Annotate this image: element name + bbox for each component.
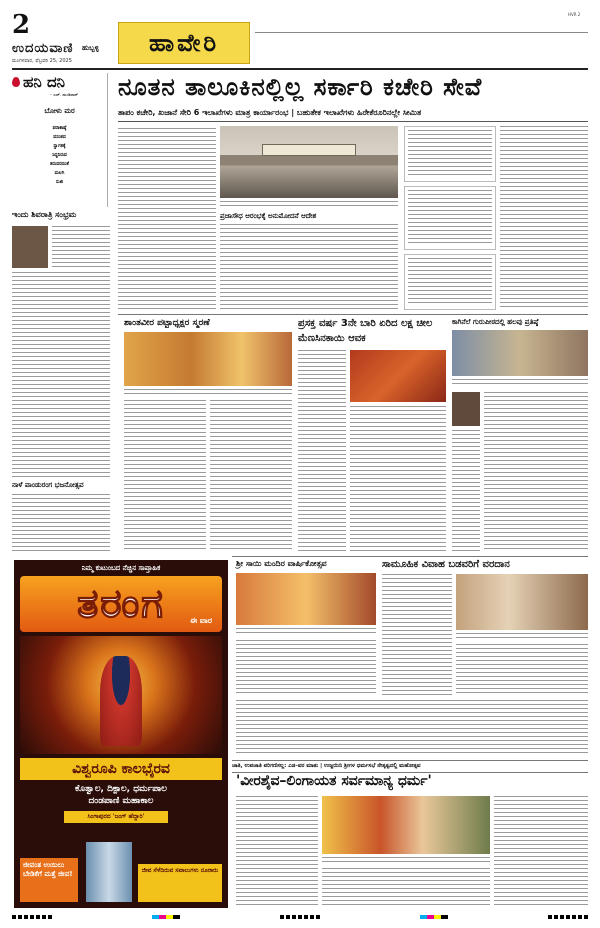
text-block xyxy=(52,226,110,268)
district-name: ಹಾವೇರಿ xyxy=(148,29,220,57)
hani-dani-title xyxy=(12,73,107,91)
religious-gathering-photo xyxy=(322,796,490,854)
text-block xyxy=(236,796,318,908)
deity-figure xyxy=(100,656,142,746)
poem-line: ಮಲಗಿ xyxy=(54,171,65,176)
mass-wedding-photo xyxy=(456,574,588,630)
office-signboard xyxy=(262,144,356,156)
building-illustration xyxy=(86,842,132,902)
ad-brand-banner xyxy=(20,576,222,632)
text-block xyxy=(456,644,588,696)
deity-illustration xyxy=(20,636,222,754)
column-author: – ಎಚ್. ಡುಂಡಿರಾಜ್ xyxy=(50,92,79,97)
text-block xyxy=(298,350,346,552)
text-block xyxy=(118,128,216,310)
row-rule xyxy=(118,314,588,315)
poem-line: ಸುಖಿ xyxy=(55,180,64,185)
lead-rule xyxy=(118,121,588,122)
ad-box-living-will: ಜೀವಂತ ಉಯಿಲು ಬೇಡಿಕೆಗೆ ಮತ್ತೆ ಜೀವ! xyxy=(20,858,78,902)
quote-box xyxy=(404,186,496,250)
ad-feature-sub2: ದಂಡಪಾಣಿ ಮಹಾಕಾಲ xyxy=(88,796,154,806)
quote-text xyxy=(408,190,492,246)
ad-brand-sub: ಈ ವಾರ xyxy=(190,616,212,625)
quote-box xyxy=(404,126,496,182)
seers-event-photo xyxy=(124,332,292,386)
row-rule xyxy=(232,556,588,557)
poem-body xyxy=(12,124,107,187)
text-block xyxy=(12,272,110,477)
bottom-strap: ಜಾತಿ, ಉಪಜಾತಿ ಪರಿಗಣಿಸಲ್ಲ: ಎಡ–ವರ ಮಾತು | ಉಜ್ಜಯಿನಿ ಶ್ರೀಗಳ ಧರ್ಮಸಭೆ ನೇತೃತ್ವದಲ್ಲಿ ಮಹೋತ್ಸವ xyxy=(232,760,588,773)
poem-line: ತರುವರದಂತೆ xyxy=(50,162,69,167)
text-block xyxy=(220,224,398,310)
poem-line: ವಸಂತದ xyxy=(53,135,66,140)
text-block xyxy=(452,430,480,552)
quote-box xyxy=(404,254,496,310)
text-block xyxy=(500,126,588,310)
mid-story-headline: ಪ್ರಜಾಸೌಧ ಆರಂಭಕ್ಕೆ ಅನುಮೋದನೆ ಆದೇಶ xyxy=(220,212,317,220)
masthead-bottom-rule xyxy=(12,68,588,70)
poem-line: ಪರಾಕಾಷ್ಠೆ xyxy=(52,126,67,131)
bottom-headline: 'ವೀರಶೈವ–ಲಿಂಗಾಯತ ಸರ್ವಮಾನ್ಯ ಧರ್ಮ' xyxy=(236,773,432,789)
district-banner xyxy=(118,22,250,64)
poem-line: ಸ್ವಾಗತಕ್ಕೆ xyxy=(53,144,66,149)
text-block xyxy=(124,400,206,552)
taranga-advert xyxy=(14,560,228,908)
left-story-headline: ನಾಳೆ ಪಾಂಡುರಂಗ ಭಜನೋತ್ಸವ xyxy=(12,481,84,489)
lead-subheadline: ತಾಪಂ ಕಚೇರಿ, ಖಜಾನೆ ಸೇರಿ 6 ಇಲಾಖೆಗಳು ಮಾತ್ರ ಕಾರ್ಯಾರಂಭ | ಬಹುತೇಕ ಇಲಾಖೆಗಳು ಹಿರೇಕೆರೂರಿನಲ್ಲೇ ಸೀಮಿತ xyxy=(118,108,422,117)
ad-top-line: ನಿಮ್ಮ ಕುಟುಂಬದ ನೆಚ್ಚಿನ ಸಾಪ್ತಾಹಿಕ xyxy=(81,564,161,572)
ad-feature-sub: ಕೊತ್ವಾಲ, ದಿಕ್ಪಾಲ, ಧರ್ಮಪಾಲ xyxy=(74,784,168,794)
text-block xyxy=(12,494,110,552)
quote-text xyxy=(408,258,492,306)
ad-box-challenges: ಜೀವ ಸೆಳೆದಿರುವ ಸವಾಲುಗಳು ನೂರಾರು xyxy=(138,864,222,902)
poem-title: ಬೋಳು ಮರ xyxy=(44,107,75,115)
paper-name: ಉದಯವಾಣಿ xyxy=(12,41,74,56)
office-building-photo xyxy=(220,126,398,198)
text-block xyxy=(484,392,588,552)
edition-tag: ಹುಬ್ಬಳ್ಳಿ xyxy=(82,44,99,52)
date-line: ಮಂಗಳವಾರ, ಫೆಬ್ರವರಿ 25, 2025 xyxy=(12,58,72,64)
text-block xyxy=(322,868,490,908)
mid-story-headline: ಪ್ರಸಕ್ತ ವರ್ಷ 3ನೇ ಬಾರಿ ಏರಿದ ಲಕ್ಷ ಚೀಲ ಮೆಣಸಿನಕಾಯಿ ಆವಕ xyxy=(298,318,433,344)
column-title: ಹನಿ ದನಿ xyxy=(23,73,65,91)
hani-dani-box xyxy=(12,73,108,207)
temple-event-photo xyxy=(452,330,588,376)
photo-caption xyxy=(452,379,588,387)
print-registration-marks xyxy=(12,914,588,920)
ad-brand: ತರಂಗ xyxy=(77,581,165,627)
poem-line: ಸಿದ್ಧನಿರುವ xyxy=(52,153,67,158)
text-block xyxy=(236,700,588,756)
mid-story-headline: ಶಾಂತವೀರ ಪಟ್ಟಾಧ್ಯಕ್ಷರ ಸ್ಮರಣೆ xyxy=(124,318,210,328)
corner-code: HVR 2 xyxy=(568,12,581,17)
page-number: 2 xyxy=(12,10,31,40)
left-story-headline: ಇಂದು ಶಿವರಾತ್ರಿ ಸಂಭ್ರಮ xyxy=(12,210,77,219)
lead-headline: ನೂತನ ತಾಲೂಕಿನಲ್ಲಿಲ್ಲ ಸರ್ಕಾರಿ ಕಚೇರಿ ಸೇವೆ xyxy=(118,73,483,101)
photo-caption xyxy=(124,389,292,397)
text-block xyxy=(236,640,376,696)
text-block xyxy=(210,400,292,552)
photo-caption xyxy=(456,633,588,641)
chilli-market-photo xyxy=(350,350,446,402)
ad-feature: ವಿಶ್ವರೂಪಿ ಕಾಲಭೈರವ xyxy=(20,758,222,780)
text-block xyxy=(494,796,588,908)
portrait-photo xyxy=(12,226,48,268)
mid-story-headline: ಕಾಗಿನೆಲೆ ಗುರುಪೀಠದಲ್ಲಿ ಹಲವು ಪ್ರತಿಷ್ಠೆ xyxy=(452,318,539,326)
photo-caption xyxy=(322,857,490,865)
ad-singapore-strip: ಸಿಂಗಾಪುರದ 'ಜಂಗ್ ಹೆದ್ದಾರಿ' xyxy=(64,811,168,823)
quote-text xyxy=(408,130,492,178)
photo-caption xyxy=(236,628,376,636)
text-block xyxy=(382,574,452,696)
photo-caption xyxy=(220,201,398,209)
text-block xyxy=(350,406,446,552)
temple-anniversary-photo xyxy=(236,573,376,625)
portrait-photo xyxy=(452,392,480,426)
drop-icon xyxy=(12,77,20,87)
mid-story-headline: ಶ್ರೀ ಸಾಯಿ ಮಂದಿರ ವಾರ್ಷಿಕೋತ್ಸವ xyxy=(236,559,327,568)
masthead-rule xyxy=(255,32,588,33)
mid-story-headline: ಸಾಮೂಹಿಕ ವಿವಾಹ ಬಡವರಿಗೆ ವರದಾನ xyxy=(382,559,510,570)
